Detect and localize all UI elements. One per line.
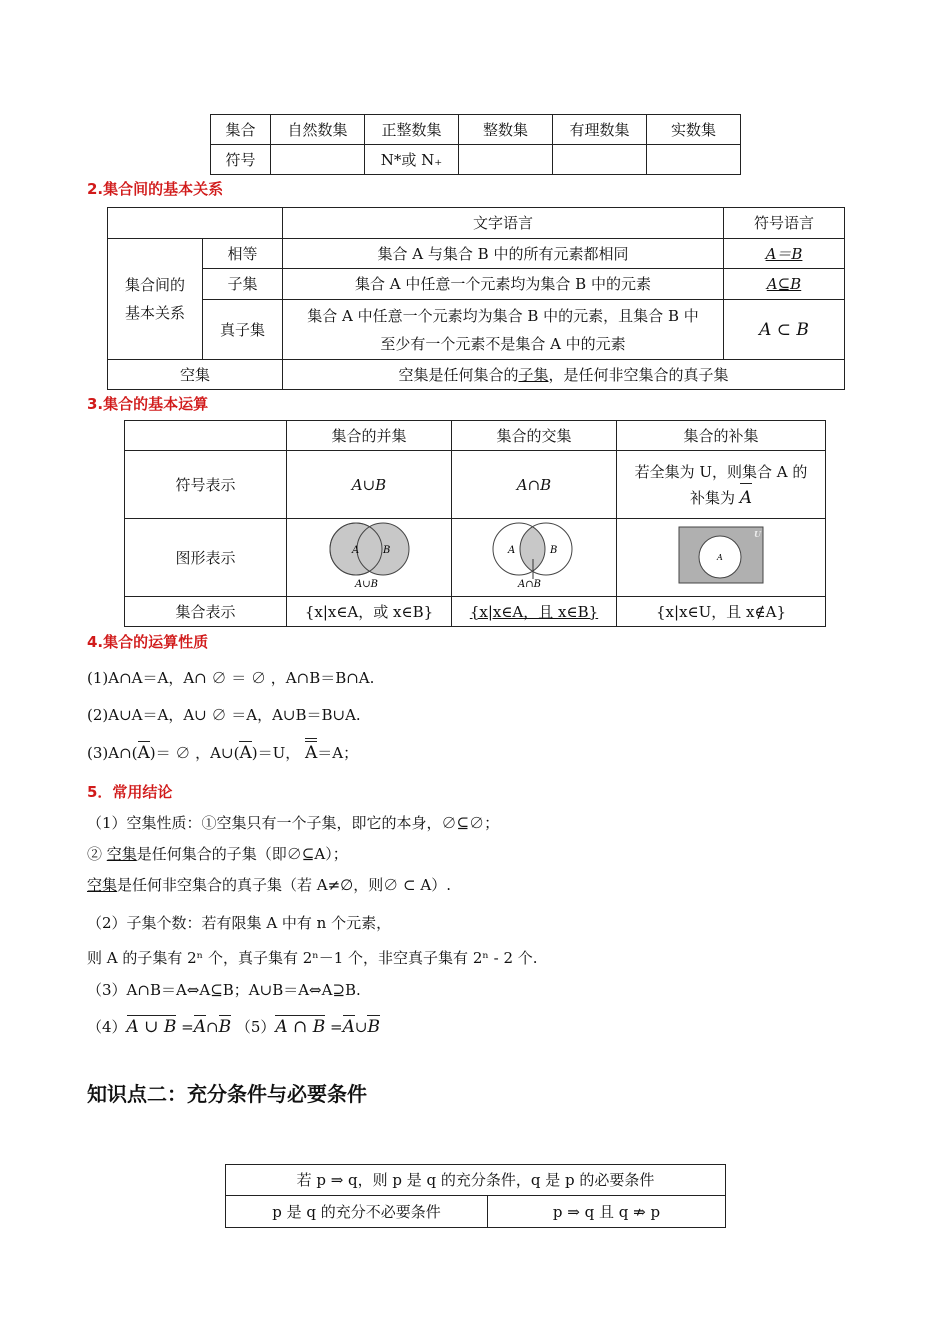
- col-union: 集合的并集: [287, 421, 452, 451]
- group-label-line: 基本关系: [124, 304, 185, 322]
- group-label-line: 集合间的: [124, 276, 185, 294]
- relation-symbol-text: A ⊂ B: [759, 319, 809, 340]
- number-sets-table: [210, 114, 741, 175]
- union-venn-diagram: [319, 519, 419, 591]
- relation-name: 真子集: [203, 300, 283, 360]
- complement-bar-a: A: [137, 743, 150, 763]
- venn-label-a: A: [508, 545, 516, 556]
- empty-set-text-pre: 空集是任何集合的: [398, 365, 519, 384]
- complement-line-1: 若全集为 U，则集合 A 的: [634, 462, 808, 481]
- conclusion-line-3: [87, 874, 451, 895]
- empty-set-text: [283, 360, 845, 390]
- venn-label-b: B: [550, 545, 558, 556]
- complement-venn-diagram: [678, 526, 764, 584]
- complement-intersection: A ∩ B: [275, 1017, 326, 1037]
- complement-a: A: [342, 1017, 355, 1037]
- complement-b: B: [367, 1017, 380, 1037]
- header-cell: 实数集: [647, 115, 741, 145]
- row-label: 符号: [211, 145, 271, 175]
- empty-cell: [553, 145, 647, 175]
- complement-set: {x|x∈U，且 x∉A}: [617, 597, 826, 627]
- empty-set-label: 空集: [108, 360, 283, 390]
- row-symbol-label: 符号表示: [125, 451, 287, 519]
- intersect-set: [452, 597, 617, 627]
- conclusion-line-7-part: ∪: [354, 1018, 368, 1036]
- positive-int-symbol: N*或 N₊: [365, 145, 459, 175]
- conclusion-line-2-pre: ②: [87, 845, 107, 863]
- complement-a: A: [193, 1017, 206, 1037]
- relation-text: 集合 A 中任意一个元素均为集合 B 中的元素: [283, 269, 724, 300]
- section-3-title: 3.集合的基本运算: [87, 395, 209, 413]
- conditions-row-2-right: p ⇒ q 且 q ⇏ p: [488, 1196, 726, 1228]
- relation-symbol: [724, 239, 845, 269]
- complement-bar-a: A: [239, 743, 252, 763]
- relation-text: [283, 300, 724, 360]
- conclusion-line-7: [87, 1016, 380, 1037]
- conclusion-line-7-part: ∩: [206, 1018, 219, 1036]
- header-cell: 整数集: [459, 115, 553, 145]
- complement-b: B: [218, 1017, 232, 1037]
- double-complement-a: A: [305, 743, 318, 763]
- intersect-symbol: A∩B: [452, 451, 617, 519]
- conclusion-line-3-post: 是任何非空集合的真子集（若 A≠∅，则∅ ⊂ A）.: [117, 876, 451, 894]
- conditions-table: [225, 1164, 726, 1228]
- empty-cell: [125, 421, 287, 451]
- group-label: [108, 239, 203, 360]
- conclusion-line-3-underlined: 空集: [87, 876, 118, 894]
- venn-label-a: A: [352, 545, 360, 556]
- header-cell: 自然数集: [271, 115, 365, 145]
- intersect-figure-cell: [452, 519, 617, 597]
- empty-set-text-underlined: 子集: [518, 365, 549, 384]
- relation-symbol: [724, 269, 845, 300]
- property-line-3-part: )＝U，: [251, 744, 301, 762]
- property-line-3-part: )＝ ∅ ，A∪(: [149, 744, 240, 762]
- conditions-row-1: 若 p ⇒ q，则 p 是 q 的充分条件，q 是 p 的必要条件: [226, 1165, 726, 1196]
- relation-name: 子集: [203, 269, 283, 300]
- conclusion-line-7-part: =: [325, 1018, 343, 1036]
- empty-cell: [271, 145, 365, 175]
- col-header-symbol: 符号语言: [724, 208, 845, 239]
- union-figure-cell: [287, 519, 452, 597]
- set-relations-table: [107, 207, 845, 390]
- venn-label-b: B: [383, 545, 391, 556]
- empty-set-text-post: ，是任何非空集合的真子集: [548, 365, 729, 384]
- knowledge-point-2-title: 知识点二：充分条件与必要条件: [87, 1082, 367, 1106]
- conclusion-line-4: （2）子集个数：若有限集 A 中有 n 个元素，: [87, 914, 392, 932]
- header-cell: 有理数集: [553, 115, 647, 145]
- empty-cell: [108, 208, 283, 239]
- conclusion-line-1: （1）空集性质：①空集只有一个子集，即它的本身，∅⊆∅；: [87, 814, 500, 832]
- col-header-text: 文字语言: [283, 208, 724, 239]
- union-symbol: A∪B: [287, 451, 452, 519]
- conclusion-line-7-part: =: [176, 1018, 194, 1036]
- conclusion-line-7-part: （4）: [87, 1018, 127, 1036]
- conclusion-line-6: （3）A∩B＝A⇔A⊆B；A∪B＝A⇔A⊇B.: [87, 981, 361, 999]
- complement-bar-a: A: [740, 485, 752, 511]
- relation-symbol: [724, 300, 845, 360]
- relation-text-line: 至少有一个元素不是集合 A 中的元素: [380, 334, 626, 353]
- empty-cell: [459, 145, 553, 175]
- venn-union-caption: A∪B: [355, 579, 378, 590]
- empty-cell: [647, 145, 741, 175]
- conclusion-line-2-post: 是任何集合的子集（即∅⊆A）；: [136, 845, 348, 863]
- col-complement: 集合的补集: [617, 421, 826, 451]
- venn-label-u: U: [754, 529, 761, 539]
- section-4-title: 4.集合的运算性质: [87, 633, 209, 651]
- complement-line-2-text: 补集为: [689, 488, 735, 507]
- property-line-2: (2)A∪A＝A，A∪ ∅ ＝A，A∪B＝B∪A.: [87, 706, 361, 724]
- col-intersect: 集合的交集: [452, 421, 617, 451]
- relation-symbol-text: A＝B: [765, 244, 803, 263]
- property-line-3-part: ＝A；: [317, 744, 359, 762]
- set-operations-table: [124, 420, 826, 627]
- section-2-title: 2.集合间的基本关系: [87, 180, 224, 198]
- conclusion-line-7-part: （5）: [235, 1018, 276, 1036]
- relation-text-line: 集合 A 中任意一个元素均为集合 B 中的元素，且集合 B 中: [307, 306, 699, 325]
- header-cell: 正整数集: [365, 115, 459, 145]
- complement-figure-cell: [617, 519, 826, 597]
- section-5-title: 5．常用结论: [87, 783, 173, 801]
- relation-symbol-text: A⊆B: [766, 275, 802, 293]
- relation-text: 集合 A 与集合 B 中的所有元素都相同: [283, 239, 724, 269]
- conclusion-line-5: 则 A 的子集有 2ⁿ 个，真子集有 2ⁿ－1 个，非空真子集有 2ⁿ - 2 个.: [87, 949, 538, 967]
- row-set-label: 集合表示: [125, 597, 287, 627]
- property-line-3: [87, 742, 358, 763]
- venn-label-a: A: [717, 553, 723, 562]
- complement-line-2: [617, 485, 825, 511]
- header-cell: 集合: [211, 115, 271, 145]
- conclusion-line-2: [87, 843, 348, 864]
- intersect-set-text: {x|x∈A，且 x∈B}: [469, 602, 599, 621]
- complement-union: A ∪ B: [126, 1017, 177, 1037]
- conditions-row-2-left: p 是 q 的充分不必要条件: [226, 1196, 488, 1228]
- row-figure-label: 图形表示: [125, 519, 287, 597]
- relation-name: 相等: [203, 239, 283, 269]
- venn-intersect-caption: A∩B: [518, 579, 541, 590]
- conclusion-line-2-underlined: 空集: [106, 845, 137, 863]
- union-set: {x|x∈A，或 x∈B}: [287, 597, 452, 627]
- property-line-1: (1)A∩A＝A，A∩ ∅ ＝ ∅ ，A∩B＝B∩A.: [87, 669, 375, 687]
- complement-symbol-cell: [617, 451, 826, 519]
- intersect-venn-diagram: [484, 519, 584, 591]
- property-line-3-part: (3)A∩(: [87, 744, 138, 762]
